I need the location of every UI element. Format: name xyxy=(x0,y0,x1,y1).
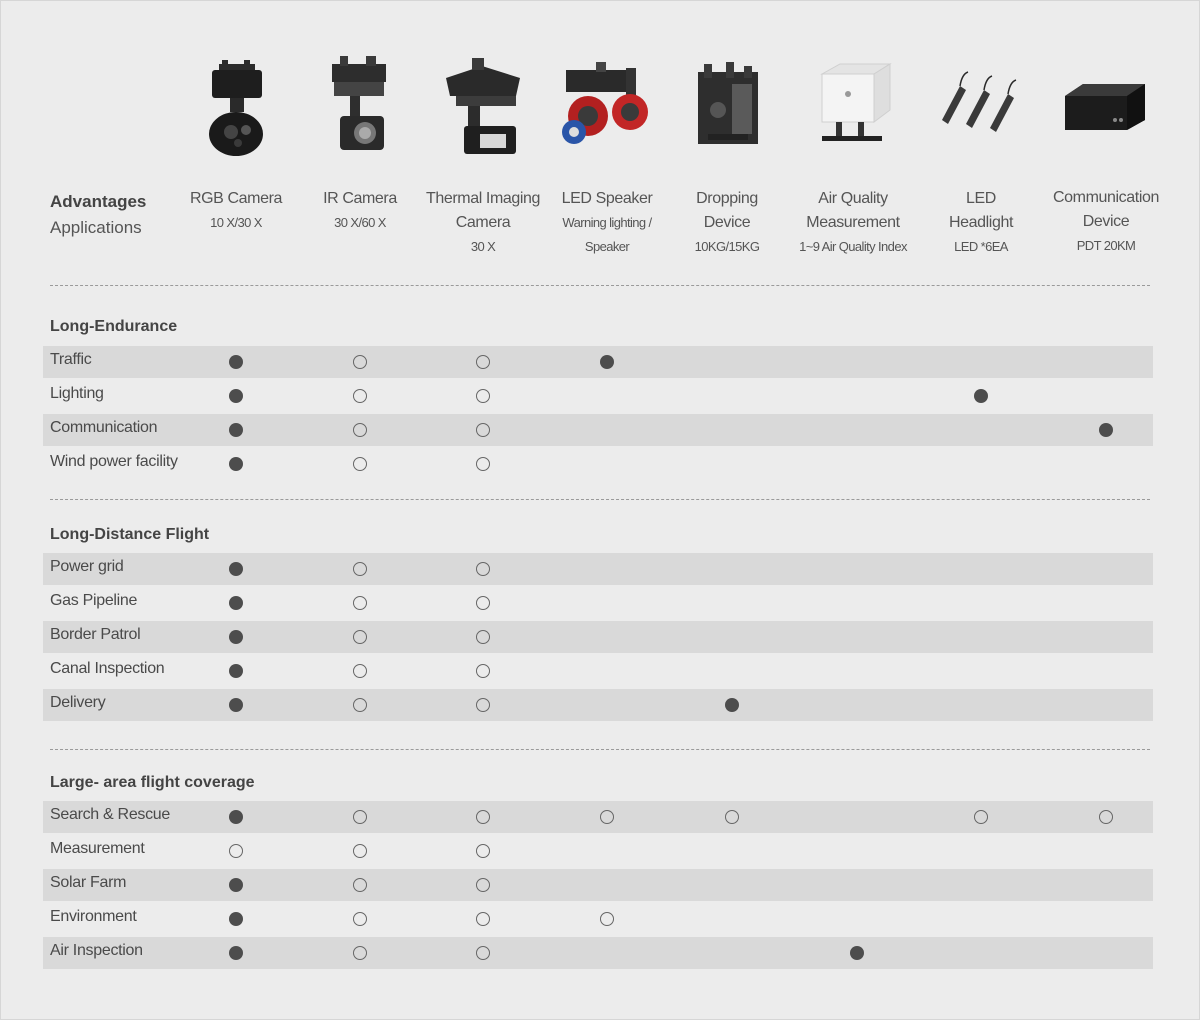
row-label: Wind power facility xyxy=(50,453,178,470)
table-row xyxy=(43,587,1153,619)
empty-circle-marker xyxy=(476,878,490,892)
column-ir-camera xyxy=(295,187,425,235)
column-name-line2: Camera xyxy=(455,214,511,231)
empty-circle-marker xyxy=(353,810,367,824)
table-row xyxy=(43,801,1153,833)
empty-circle-marker xyxy=(476,457,490,471)
section-divider xyxy=(50,499,1150,500)
section-divider xyxy=(50,749,1150,750)
empty-circle-marker xyxy=(353,355,367,369)
empty-circle-marker xyxy=(476,423,490,437)
dropping-device-icon xyxy=(678,50,778,160)
empty-circle-marker xyxy=(476,389,490,403)
section-title-large-area-flight-coverage: Large- area flight coverage xyxy=(50,774,255,791)
empty-circle-marker xyxy=(725,810,739,824)
column-name-line2: Measurement xyxy=(806,214,900,231)
empty-circle-marker xyxy=(353,562,367,576)
filled-circle-marker xyxy=(850,946,864,960)
column-spec: 1~9 Air Quality Index xyxy=(799,239,907,254)
filled-circle-marker xyxy=(229,878,243,892)
table-row xyxy=(43,903,1153,935)
column-spec: 30 X xyxy=(470,239,496,254)
empty-circle-marker xyxy=(353,878,367,892)
filled-circle-marker xyxy=(229,562,243,576)
row-label: Delivery xyxy=(50,694,106,711)
empty-circle-marker xyxy=(476,664,490,678)
table-row xyxy=(43,380,1153,412)
empty-circle-marker xyxy=(353,423,367,437)
column-led-speaker xyxy=(542,187,672,259)
filled-circle-marker xyxy=(229,389,243,403)
column-name: Air Quality xyxy=(818,190,888,207)
applications-heading: Applications xyxy=(50,218,142,237)
filled-circle-marker xyxy=(600,355,614,369)
empty-circle-marker xyxy=(600,912,614,926)
empty-circle-marker xyxy=(353,596,367,610)
table-row xyxy=(43,621,1153,653)
table-row xyxy=(43,553,1153,585)
column-spec: LED *6EA xyxy=(954,239,1008,254)
table-row xyxy=(43,869,1153,901)
column-thermal-imaging-camera xyxy=(418,187,548,259)
filled-circle-marker xyxy=(229,630,243,644)
column-name-line2: Device xyxy=(1082,213,1130,230)
row-label: Power grid xyxy=(50,558,124,575)
section-title-long-endurance: Long-Endurance xyxy=(50,318,178,335)
empty-circle-marker xyxy=(476,596,490,610)
column-name-line2: Device xyxy=(703,214,751,231)
column-spec-line2: Speaker xyxy=(584,239,630,254)
filled-circle-marker xyxy=(229,457,243,471)
empty-circle-marker xyxy=(353,844,367,858)
row-label: Communication xyxy=(50,419,158,436)
column-spec: 10KG/15KG xyxy=(694,239,760,254)
filled-circle-marker xyxy=(229,698,243,712)
column-name: LED Speaker xyxy=(561,190,653,207)
filled-circle-marker xyxy=(229,423,243,437)
column-spec: Warning lighting / xyxy=(562,215,652,230)
empty-circle-marker xyxy=(476,355,490,369)
empty-circle-marker xyxy=(476,698,490,712)
table-row xyxy=(43,937,1153,969)
filled-circle-marker xyxy=(229,596,243,610)
column-name: LED xyxy=(966,190,996,207)
row-label: Lighting xyxy=(50,385,104,402)
column-air-quality-measurement xyxy=(788,187,918,259)
row-label: Air Inspection xyxy=(50,942,143,959)
filled-circle-marker xyxy=(229,946,243,960)
column-spec: PDT 20KM xyxy=(1076,238,1136,253)
empty-circle-marker xyxy=(476,844,490,858)
empty-circle-marker xyxy=(353,664,367,678)
empty-circle-marker xyxy=(353,912,367,926)
empty-circle-marker xyxy=(476,946,490,960)
empty-circle-marker xyxy=(1099,810,1113,824)
empty-circle-marker xyxy=(476,912,490,926)
thermal-camera-gimbal-icon xyxy=(432,50,532,160)
table-row xyxy=(43,414,1153,446)
empty-circle-marker xyxy=(353,389,367,403)
table-row xyxy=(43,835,1153,867)
table-row xyxy=(43,448,1153,480)
row-label: Search & Rescue xyxy=(50,806,171,823)
row-label: Canal Inspection xyxy=(50,660,165,677)
filled-circle-marker xyxy=(229,810,243,824)
table-row xyxy=(43,689,1153,721)
ir-camera-gimbal-icon xyxy=(310,50,410,160)
row-label: Gas Pipeline xyxy=(50,592,138,609)
filled-circle-marker xyxy=(229,912,243,926)
empty-circle-marker xyxy=(476,630,490,644)
row-label: Traffic xyxy=(50,351,92,368)
empty-circle-marker xyxy=(600,810,614,824)
empty-circle-marker xyxy=(974,810,988,824)
column-rgb-camera xyxy=(171,187,301,235)
column-led-headlight xyxy=(916,187,1046,259)
section-divider xyxy=(50,285,1150,286)
empty-circle-marker xyxy=(229,844,243,858)
air-quality-sensor-icon xyxy=(804,50,904,160)
empty-circle-marker xyxy=(353,630,367,644)
advantages-heading: Advantages xyxy=(50,192,147,211)
column-name: Dropping xyxy=(696,190,758,207)
filled-circle-marker xyxy=(1099,423,1113,437)
empty-circle-marker xyxy=(353,946,367,960)
row-label: Measurement xyxy=(50,840,145,857)
led-headlight-icon xyxy=(930,50,1030,160)
column-name: IR Camera xyxy=(323,190,397,207)
column-name: Communication xyxy=(1053,189,1159,206)
column-dropping-device xyxy=(662,187,792,259)
filled-circle-marker xyxy=(725,698,739,712)
row-label: Border Patrol xyxy=(50,626,141,643)
column-name: Thermal Imaging xyxy=(425,190,541,207)
filled-circle-marker xyxy=(229,664,243,678)
empty-circle-marker xyxy=(476,562,490,576)
empty-circle-marker xyxy=(353,698,367,712)
led-speaker-icon xyxy=(556,50,656,160)
section-title-long-distance-flight: Long-Distance Flight xyxy=(50,526,210,543)
communication-device-icon xyxy=(1055,50,1155,160)
column-communication-device xyxy=(1041,186,1171,258)
row-label: Solar Farm xyxy=(50,874,127,891)
rgb-camera-gimbal-icon xyxy=(186,50,286,160)
filled-circle-marker xyxy=(974,389,988,403)
column-name-line2: Headlight xyxy=(948,214,1013,231)
column-name: RGB Camera xyxy=(189,190,283,207)
empty-circle-marker xyxy=(353,457,367,471)
column-spec: 10 X/30 X xyxy=(210,215,262,230)
filled-circle-marker xyxy=(229,355,243,369)
table-row xyxy=(43,346,1153,378)
row-label: Environment xyxy=(50,908,137,925)
column-spec: 30 X/60 X xyxy=(334,215,386,230)
table-row xyxy=(43,655,1153,687)
empty-circle-marker xyxy=(476,810,490,824)
